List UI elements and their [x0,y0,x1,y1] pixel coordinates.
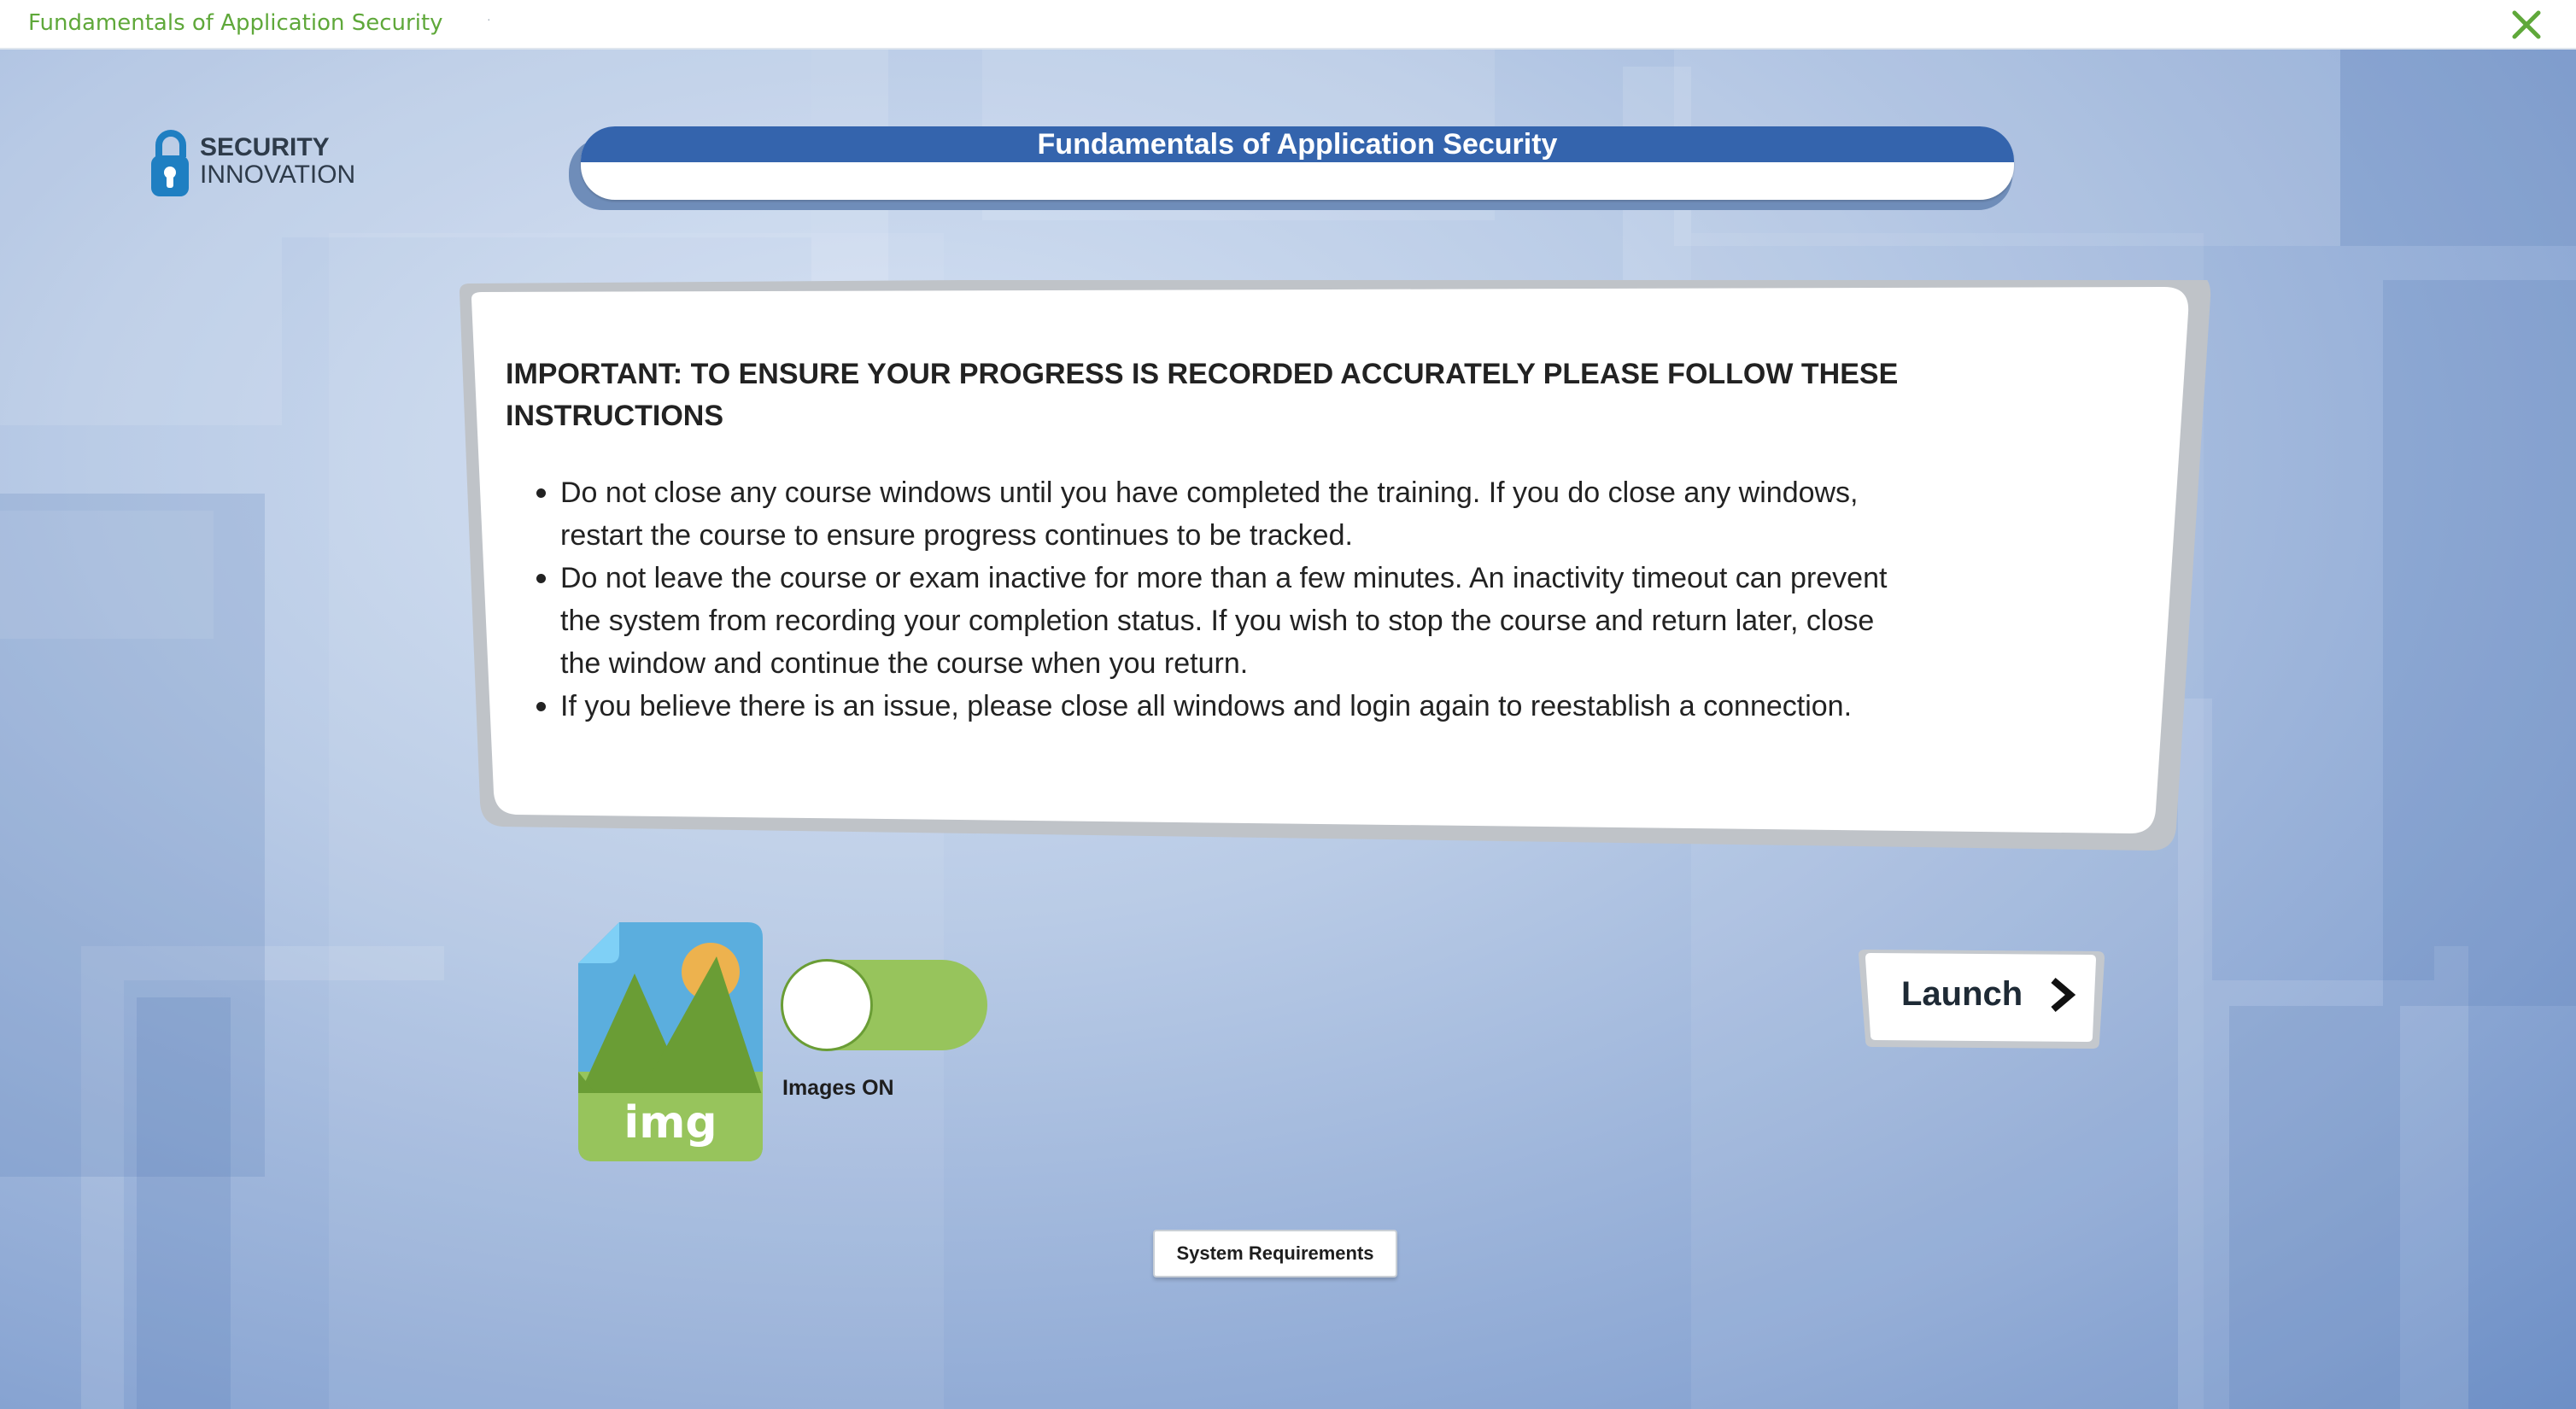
toggle-switch [779,958,991,1052]
instruction-item-close-windows [506,471,1975,557]
course-title-banner [581,126,2014,200]
close-x-icon [2508,6,2545,44]
instruction-line: the system from recording your completion status. If you wish to stop the course and return later, close [560,605,1875,637]
instruction-line: Do not leave the course or exam inactive for more than a few minutes. An inactivity timeout can prevent [560,562,1888,594]
course-launch-stage [0,50,2576,1409]
launch-button[interactable] [1859,950,2105,1049]
image-icon-label: img [624,1097,717,1149]
title-bar [0,0,2576,50]
images-toggle-label: Images ON [782,1076,894,1100]
image-file-icon [578,922,763,1161]
instruction-content [506,354,1975,728]
instructions-list [506,471,1975,728]
instruction-line: If you believe there is an issue, please close all windows and login again to reestablish a connection. [560,690,1853,722]
security-innovation-logo [147,128,356,202]
instruction-line: Do not close any course windows until you have completed the training. If you do close any windows, [560,476,1859,509]
window-title: Fundamentals of Application Security [28,10,443,36]
bullet-icon [536,488,546,498]
launch-label: Launch [1901,975,2023,1013]
bullet-icon [536,574,546,583]
course-title: Fundamentals of Application Security [1037,128,1558,161]
title-separator-dot: · [487,12,491,26]
bullet-icon [536,702,546,711]
instruction-line: the window and continue the course when you return. [560,647,1249,680]
logo-text-innovation: INNOVATION [200,161,356,189]
instructions-heading [506,354,1975,437]
instruction-item-issue [506,685,1975,728]
system-requirements-button[interactable]: System Requirements [1153,1230,1397,1277]
chevron-right-icon [2046,975,2077,1014]
close-button[interactable] [2508,6,2545,44]
instructions-heading-text: IMPORTANT: TO ENSURE YOUR PROGRESS IS RECORDED ACCURATELY PLEASE FOLLOW THESE INSTRUCTIONS [506,358,1899,432]
images-toggle[interactable] [779,958,991,1052]
lock-icon [147,128,196,200]
logo-text-security: SECURITY [200,133,330,161]
instruction-item-inactivity [506,557,1975,685]
instruction-line: restart the course to ensure progress continues to be tracked. [560,519,1353,552]
